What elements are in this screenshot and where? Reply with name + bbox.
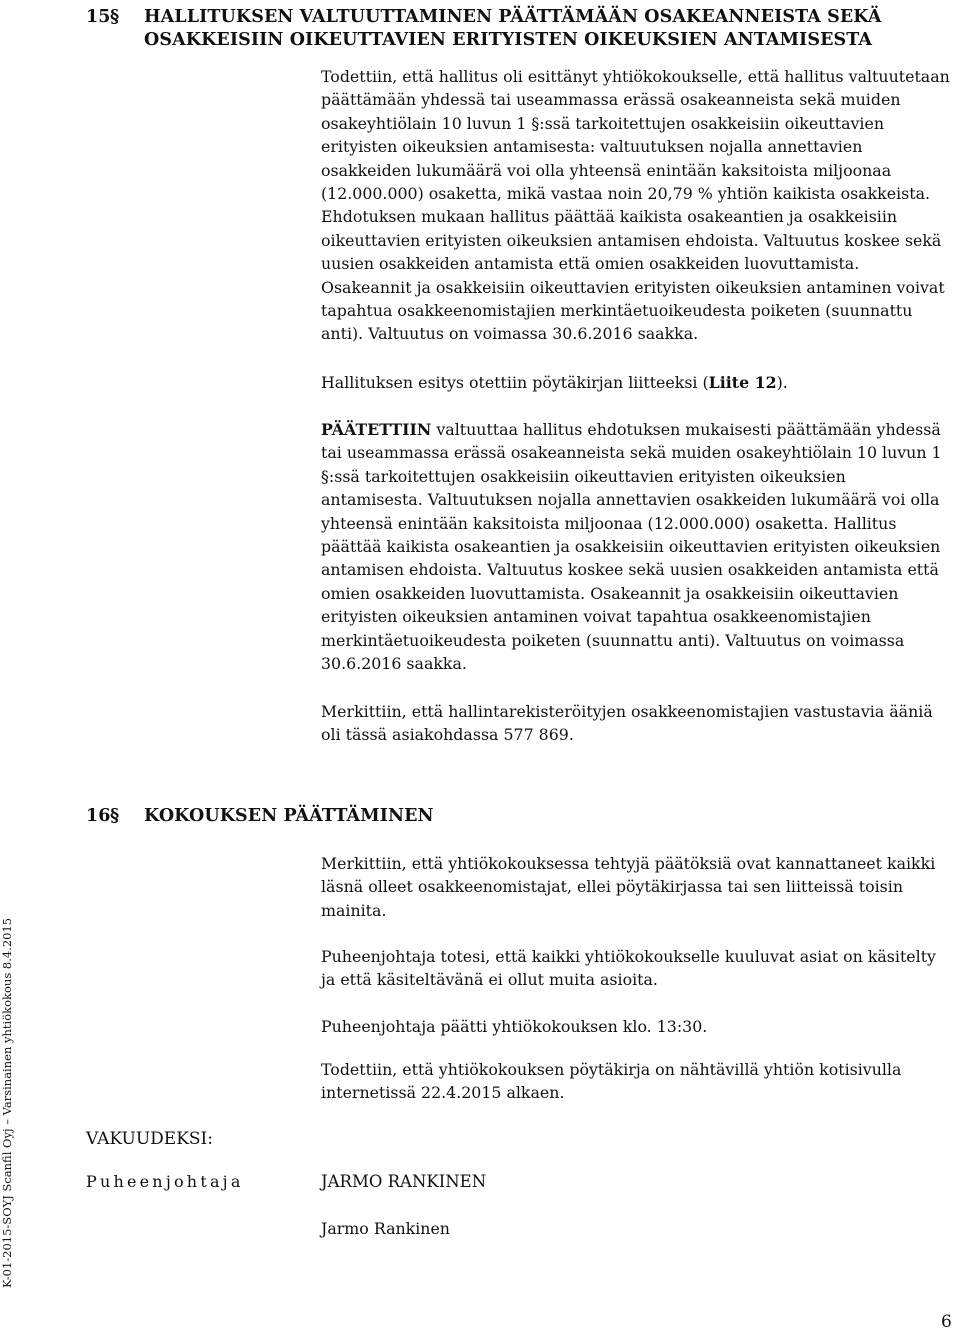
section-16-paragraph-3: Puheenjohtaja päätti yhtiökokouksen klo. 13:30. <box>321 1017 708 1036</box>
decision-text: valtuuttaa hallitus ehdotuksen mukaisesti päättämään yhdessä tai useammassa erässä osakeanneista sekä muiden osakeyhtiölain 10 luvun 1 §:ssä tarkoitettujen osakkeisiin oikeuttavien erityisten oikeuksien antamisesta. Valtuutuksen nojalla annettavien osakkeiden lukumäärä voi olla yhteensä enintään kaksitoista miljoonaa (12.000.000) osaketta. Hallitus päättää kaikista osakeantien ja osakkeisiin oikeuttavien erityisten oikeuksien antamisen ehdoista. Valtuutus koskee sekä uusien osakkeiden antamista että omien osakkeiden luovuttamista. Osakeannit ja osakkeisiin oikeuttavien erityisten oikeuksien antaminen voivat tapahtua osakkeenomistajien merkintäetuoikeudesta poiketen (suunnattu anti). Valtuutus on voimassa 30.6.2016 saakka. <box>321 420 942 674</box>
section-sign: § <box>110 7 120 27</box>
section-16-paragraph-2: Puheenjohtaja totesi, että kaikki yhtiökokoukselle kuuluvat asiat on käsitelty ja että käsiteltävänä ei ollut muita asioita. <box>321 947 936 990</box>
document-margin-reference: K-01-2015-SOYJ Scanfil Oyj – Varsinainen yhtiökokous 8.4.2015 <box>0 917 14 1288</box>
section-15-attachment-note <box>321 371 951 394</box>
section-15-votes: Merkittiin, että hallintarekisteröityjen osakkeenomistajien vastustavia ääniä oli tässä asiakohdassa 577 869. <box>321 702 933 745</box>
signatory-name-upper: JARMO RANKINEN <box>321 1172 487 1191</box>
section-16-paragraph-1: Merkittiin, että yhtiökokouksessa tehtyjä päätöksiä ovat kannattaneet kaikki läsnä olleet osakkeenomistajat, ellei pöytäkirjassa tai sen liitteissä toisin mainita. <box>321 854 936 920</box>
section-number: 16 <box>86 806 111 826</box>
section-15-decision <box>321 418 951 675</box>
section-16-paragraph-4: Todettiin, että yhtiökokouksen pöytäkirja on nähtävillä yhtiön kotisivulla internetissä 22.4.2015 alkaen. <box>321 1060 902 1103</box>
section-16-heading <box>86 805 434 828</box>
section-15-paragraph-1: Todettiin, että hallitus oli esittänyt yhtiökokoukselle, että hallitus valtuutetaan päättämään yhdessä tai useammassa erässä osakeanneista sekä muiden osakeyhtiölain 10 luvun 1 §:ssä tarkoitettujen osakkeisiin oikeuttavien erityisten oikeuksien antamisesta: valtuutuksen nojalla annettavien osakkeiden lukumäärä voi olla yhteensä enintään kaksitoista miljoonaa (12.000.000) osaketta, mikä vastaa noin 20,79 % yhtiön kaikista osakkeista. Ehdotuksen mukaan hallitus päättää kaikista osakeantien ja osakkeisiin oikeuttavien erityisten oikeuksien antamisen ehdoista. Valtuutus koskee sekä uusien osakkeiden antamista että omien osakkeiden luovuttamista. Osakeannit ja osakkeisiin oikeuttavien erityisten oikeuksien antaminen voivat tapahtua osakkeenomistajien merkintäetuoikeudesta poiketen (suunnattu anti). Valtuutus on voimassa 30.6.2016 saakka. <box>321 67 950 344</box>
section-number: 15 <box>86 7 111 27</box>
section-title-line1: HALLITUKSEN VALTUUTTAMINEN PÄÄTTÄMÄÄN OSAKEANNEISTA SEKÄ <box>144 7 882 27</box>
section-title: KOKOUKSEN PÄÄTTÄMINEN <box>144 806 434 826</box>
section-sign: § <box>110 806 120 826</box>
decision-keyword: PÄÄTETTIIN <box>321 420 432 439</box>
attachment-note-end: ). <box>776 373 788 392</box>
section-15-heading <box>86 6 882 52</box>
signatory-role: Puheenjohtaja <box>86 1172 244 1191</box>
attachment-note-text: Hallituksen esitys otettiin pöytäkirjan liitteeksi ( <box>321 373 709 392</box>
signatory-name: Jarmo Rankinen <box>321 1219 450 1238</box>
attestation-label: VAKUUDEKSI: <box>86 1129 213 1149</box>
section-title-line2: OSAKKEISIIN OIKEUTTAVIEN ERITYISTEN OIKEUKSIEN ANTAMISESTA <box>144 30 873 50</box>
attachment-reference: Liite 12 <box>708 373 777 392</box>
page-number: 6 <box>941 1312 952 1332</box>
